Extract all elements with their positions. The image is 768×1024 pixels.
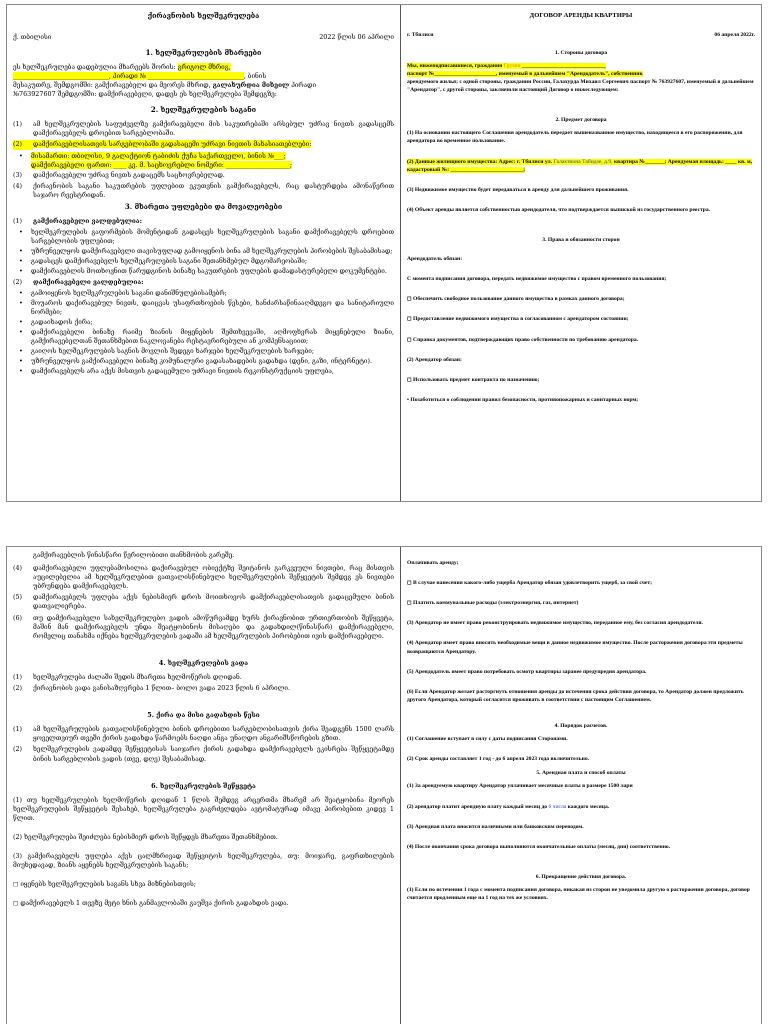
bullet-item	[19, 318, 394, 327]
clause-text: ხელშეკრულების ვადამდე შეწყვეტისას საიჯარო ქირის გადახდა დამქირავებელს ეკისრება შეწყვეტამდე ბინის სარგებლობის ვადის (თვე, დღე) შესაბამისად.	[33, 745, 394, 763]
bullet-icon: •	[19, 357, 23, 366]
obligation-ru: С момента подписания договора, передать недвижимое имущество с правом временного пользования;	[407, 276, 667, 283]
clause-number: (4)	[13, 181, 23, 190]
clause-2-4-ru: (4) Объект аренды является собственностью арендодателя, что подтверждается выпиской из государственного реестра.	[407, 206, 711, 213]
parties-line4: №763927607 შემდგომში: დამქირავებელი, დადეს ეს ხელშეკრულება შემდეგზე:	[13, 90, 277, 99]
landlord-passport-highlight: паспорт №______________________, именуемый в дальнейшем "Арендодатель", собственник	[407, 70, 643, 77]
country-text: Грузии	[502, 62, 522, 69]
section-3-heading-ru: 3. Права и обязанности сторон	[542, 236, 620, 243]
clause-number: (1)	[13, 216, 23, 225]
bullet-text: გაიღოს ხელშეკრულების საგნის მოვლის შედეგი ხარჯები ხელშეკრულების ხარჯები;	[31, 347, 315, 356]
numbered-clause	[13, 593, 394, 611]
term-clauses-ka	[13, 673, 394, 693]
obligation-ru: ◻ Использовать предмет контракта по назначению;	[407, 376, 540, 383]
payment-clauses-ka	[13, 725, 394, 763]
bullet-text: დამქირავებელი ბინაზე რაიმე ზიანის მიყენების შემთხვევაში, აღმოფხვრას მიყენებული ზიანი, გამქირავებელთან შეთანხმებით ნაკლოვანება რესტავრირებული ან კომპენსაციით;	[31, 328, 394, 346]
numbered-clause	[13, 745, 394, 763]
clause-ru: (5) Арендодатель имеет право потребовать осмотр квартиры заранее предупредив арендатора.	[407, 668, 647, 675]
clause-2-3-ru: (3) Недвижимое имущество будет передаваться в аренду для дальнейшего проживания.	[407, 186, 629, 193]
clause-text: ამ ხელშეკრულების საფუძველზე გამქირავებელი მის საკუთრებაში არსებულ უძრავ ნივთს გადასცემს დამქირავებელს დროებით სარგებლობაში.	[33, 120, 394, 138]
section-3-heading-ka: 3. მხარეთა უფლებები და მოვალეობები	[124, 202, 283, 212]
payment-day: 6 числа	[548, 803, 567, 810]
date-ru: 06 апреля 2022г.	[714, 31, 755, 38]
georgian-column	[7, 547, 401, 1024]
landlord-id-highlight: ______________________________, პირადი № ______________________________	[13, 72, 244, 81]
city-ka: ქ. თბილისი	[13, 32, 52, 41]
russian-column	[401, 5, 761, 501]
bullet-text: დამქირავებლის მოთხოვნით წარუდგინოს ბინაზე საკუთრების უფლების დამადასტურებელი დოკუმენტები.	[31, 267, 387, 276]
document-page-1	[6, 4, 762, 502]
place-date-row-ru	[407, 31, 755, 39]
bullet-icon: •	[19, 228, 23, 237]
termination-reason-ka: ◻ დამქირავებელს 1 თვეზე მეტი ხნის განმავლობაში გაუშვა ქირის გადახდის ვადა.	[13, 899, 289, 908]
clause-text-highlight: დამქირავებლისათვის სარგებლობაში გადასაცემი უძრავი ნივთის მახასიათებლები:	[33, 140, 312, 149]
numbered-clause	[13, 564, 394, 591]
clause-text: ქირავნობის ვადა განისაზღვრება 1 წლით– ბოლო ვადა 2023 წლის 6 აპრილი.	[33, 684, 291, 693]
section-4-heading-ru: 4. Порядок расчетов.	[554, 722, 608, 729]
clause-3-1-head	[13, 217, 394, 226]
city-ru: г. Тбилиси	[407, 31, 434, 38]
bullet-item	[19, 289, 394, 298]
payment-clause-ru: (3) Арендная плата вносится наличными или банковским переводом.	[407, 823, 584, 830]
tenant-obligations-heading: დამქირავებელი ვალდებულია:	[33, 277, 144, 286]
parties-line2-post: , ბინის	[243, 72, 267, 81]
clause-2-4	[13, 182, 394, 200]
street-text: Галактиона Табидзе, д.9,	[552, 158, 613, 165]
clause-number: (2)	[13, 277, 23, 286]
bullet-text: უზრუნველყოს გამქირავებელი ბინაზე კომუნალური გადასახადების გადახდა (დენი, გაზი, ინტერნეტი).	[31, 357, 372, 366]
apartment-blank-highlight: квартира №_______; Арендуемая площадь: ____ кв. м, кадастровый №: __________________________;	[407, 158, 753, 173]
bullet-text: გადასცეს დამქირავებელს ხელშეკრულების საგანი შეთანხმებულ მდგომარეობაში;	[31, 257, 308, 266]
bullet-icon: •	[19, 328, 23, 336]
bullet-text: მოუაროს დაქირავებულ ნივთს, დაიცვას უსაფრთხოების წესები, ხანძარსაწინააღმდეგო და სანიტარიული ნორმები;	[31, 298, 394, 316]
numbered-clause	[13, 684, 394, 693]
parties-line3: მესაკუთრე, შემდგომში: გამქირავებელი და მეორეს მხრიდ,	[13, 81, 213, 90]
clause-number: (1)	[13, 725, 23, 734]
bullet-icon: •	[19, 367, 23, 376]
payment-clause-ru: (4) После окончания срока договора выполняются окончательные оплаты (месяц, дни) соответственно.	[407, 843, 671, 850]
section-6-heading-ru: 6. Прекращение действия договора.	[535, 873, 627, 880]
payment-clause-ru	[407, 803, 755, 811]
bullet-icon: •	[19, 267, 23, 276]
rights-list-ka	[13, 564, 394, 641]
clause-text: დამქირავებელს უფლება აქვს ნებისმიერ დროს მოითხოვოს დამქირავებლისათვის გადაცემული ბინის დათვალიერება.	[33, 593, 394, 611]
termination-clause-2-ka: (2) ხელშეკრულება შეიძლება ნებისმიერ დროს შეწყდეს მხარეთა შეთანხმებით.	[13, 832, 278, 841]
clause-number: (4)	[13, 564, 23, 573]
bullet-icon: •	[19, 347, 23, 356]
bullet-item	[19, 257, 394, 266]
clause-ru: ◻ В случае нанесения какого-либо ущерба Арендатор обязан удовлетворить ущерб, за свой счет;	[407, 580, 653, 587]
clause-2-1-ru: (1) На основании настоящего Соглашения арендодатель передает вышеназванное имущество, находящееся в его распоряжении, для арендатора во временное пользование.	[407, 130, 743, 145]
obligation-ru: • Позаботиться о соблюдении правил безопасности, противопожарных и санитарных норм;	[407, 396, 639, 403]
payment-clause-ru: (1) За арендуемую квартиру Арендатор уплачивает месячные платы в размере 1500 лари	[407, 783, 633, 790]
termination-clause-ru: (1) Если по истечении 1 года с момента подписания договора, никакая из сторон не уведомила другую о расторжении договора, договор считается продленным еще на 1 год на тех же условиях.	[407, 886, 750, 902]
clause-2-1	[13, 120, 394, 138]
document-page-2	[6, 546, 762, 1024]
termination-clause-3-ka: (3) გამქირავებელს უფლება აქვს ცალმხრივად შეწყვიტოს ხელშეკრულება, თუ: მოიჯარე, გაფრთხილების მიუხედავად, ზიანს აყენებს ხელშეკრულების საგანს;	[13, 852, 394, 870]
place-date-row-ka	[13, 33, 394, 42]
clause-ru: (4) Арендатор имеет право вносить необходимые вещи в данное недвижимое имущество. После расторжения договора эти предметы возвращаются Арендатору.	[407, 640, 743, 655]
parties-paragraph-ru	[407, 62, 755, 94]
section-6-heading-ka: 6. ხელშეკრულების შეწყვეტა	[151, 781, 256, 790]
bullet-text: ხელშეკრულების გაფორმების მომენტიდან გადასცეს ხელშეკრულების საგანი დამქირავებელს დროებით სარგებლობის უფლებით;	[31, 228, 394, 246]
tenant-obligations-heading-ru: (2) Арендатор обязан:	[407, 356, 462, 363]
numbered-clause	[13, 614, 394, 641]
bullet-icon: •	[19, 288, 23, 297]
bullet-item	[19, 228, 394, 246]
parties-line1: ეს ხელშეკრულება დადებულია მხარეებს შორის:	[13, 62, 178, 71]
clause-2-3	[13, 171, 394, 180]
obligation-ru: ◻ Справка документов, подтверждающих право собственности по требованию арендатора.	[407, 336, 639, 343]
bullet-item	[19, 357, 394, 366]
landlord-obligations-heading-ru: Арендодатель обязан:	[407, 256, 463, 263]
clause-text: ქირავნობის საგანი საკუთრების უფლებით ეკუთვნის გამქირავებელს, რაც დასტურდება ამონაწერით საჯარო რეესტრიდან.	[33, 181, 394, 199]
tenant-name: გალახურდია მიხეილ	[212, 81, 290, 90]
landlord-obligations-heading: გამქირავებელი ვალდებულია:	[33, 216, 142, 225]
date-ka: 2022 წლის 06 აპრილი	[319, 32, 394, 41]
clause-number: (1)	[13, 120, 23, 129]
numbered-clause	[13, 725, 394, 743]
property-address-bullet	[19, 152, 394, 170]
contract-title-ka: ქირავნობის ხელშეკრულება	[147, 11, 260, 20]
termination-clause-1-ka: (1) თუ ხელშეკრულების ხელმოწერის დღიდან 1 წლის შემდეგ არცერთმა მხარემ არ შეატყობინა მეორეს ხელშეკრულების შეწყვეტის შესახებ, ხელშეკრულება გაგრძელდება ავტომატურად იმავე პირობებით კიდევ 1 წლით.	[13, 795, 394, 822]
bullet-text: უზრუნველყოს დამქირავებელი თავისუფლად გამოიყენოს ბინა ამ ხელშეკრულების პირობების შესაბამისად;	[31, 247, 393, 256]
bullet-item	[19, 299, 394, 317]
clause-ru: (6) Если Арендатор желает расторгнуть отношения аренды до истечения срока действия договора, то Арендатор должен предложить другого Арендатора, который согласится проживать в соответствии с настоящим Соглашением.	[407, 688, 744, 703]
clause-ru: Оплачивать аренду;	[407, 560, 459, 566]
bullet-item	[19, 328, 394, 346]
clause-text: ხელშეკრულება ძალაში შედის მხარეთა ხელმოწერის დღიდან.	[33, 672, 242, 681]
bullet-item	[19, 367, 394, 376]
clause-text: დამქირავებელი უძრავ ნივთს გადაცემს საცხოვრებელად.	[33, 170, 225, 179]
section-2-heading-ka: 2. ხელშეკრულების საგანი	[150, 105, 257, 115]
bullet-text: გამოიყენოს ხელშეკრულების საგანი დანიშნულებისამებრ;	[31, 288, 227, 297]
georgian-column	[7, 5, 401, 501]
parties-line3-post: პირადი	[289, 81, 317, 90]
landlord-obligations-list	[13, 228, 394, 276]
term-clause-ru: (2) Срок аренды составляет 1 год - до 6 апреля 2023 года включительно.	[407, 756, 590, 763]
area-highlight: დამქირავებელი ფართი: ____ კვ. მ. საცხოვრებლი ნომერი: ____________________;	[31, 160, 293, 169]
clause-number: (2)	[13, 140, 33, 149]
section-1-heading-ka: 1. ხელშეკრულების მხარეები	[145, 48, 262, 58]
bullet-icon: •	[19, 151, 23, 160]
tenant-intro: арендуемого жилья; с одной стороны, гражданин России, Галахурда Михаил Сергеевич паспорт № 763927607, именуемый в дальнейшем "Арендатор", с другой стороны, заключили настоящий Договор о нижеследующем:	[407, 78, 754, 94]
bullet-text: გადაიხადოს ქირა;	[31, 317, 93, 326]
payment-text: каждого месяца.	[566, 803, 610, 810]
section-2-heading-ru: 2. Предмет договора	[555, 117, 607, 124]
bullet-icon: •	[19, 247, 23, 256]
obligation-ru: ◻ Предоставление недвижимого имущества в согласованном с арендатором состоянии;	[407, 316, 629, 323]
section-5-heading-ru: 5. Арендная плата и способ оплаты	[536, 770, 626, 777]
bullet-icon: •	[19, 257, 23, 266]
clause-ru: ◻ Платить коммунальные расходы (электроэнергия, газ, интернет)	[407, 600, 579, 607]
landlord-name-highlight: გრიგოლ მხრიგ,	[177, 62, 231, 71]
address-highlight: მისამართი: თბილისი, 9 გალაქტიონ ტაბიძის ქუჩა საქართველო, ბინის №___;	[31, 151, 286, 160]
termination-reason-ka: ◻ იყენებს ხელშეკრულების საგანს სხვა მიზნებისთვის;	[13, 880, 196, 889]
clause-3-2-head	[13, 278, 394, 287]
bullet-text: დამქირავებელს არა აქვს მისთვის გადაცემული უძრავი ნივთის რეკონსტრუქციის უფლება,	[31, 367, 334, 376]
clause-number: (6)	[13, 613, 23, 622]
clause-text: თუ დამქირავებელი სახელშეკრულებო ვადის ამოწურვამდე ხურს ქირავნობით ურთიერთობის შეწყვეტა, მაშინ მან დამქირავებელს უნდა შეატყობინოს მისაღები და გადახდილ(წინასწარ) დამქირავებელი, რომელიც თანახმა იქნება ხელშეკრულების ვადაში ამ ხელშეკრულების პირობებით ივის დამქირავებელი.	[33, 613, 394, 640]
clause-2-2	[13, 140, 394, 149]
property-data-highlight: (2) Данные жилищного имущества: Адрес: г. Тбилиси ул.	[407, 158, 553, 165]
landlord-name-blank: ______________________________	[521, 62, 606, 69]
clause-number: (2)	[13, 684, 23, 693]
clause-2-2-ru	[407, 158, 755, 174]
bullet-icon: •	[19, 298, 23, 307]
section-5-heading-ka: 5. ქირა და მისი გადახდის წესი	[147, 711, 260, 720]
bullet-item	[19, 267, 394, 276]
clause-number: (5)	[13, 593, 23, 602]
tenant-obligations-list	[13, 289, 394, 377]
parties-paragraph-ka	[13, 63, 394, 99]
clause-text: ამ ხელშეკრულების გათვალისწინებული ბინის დროებითი სარგებლობისათვის ქირა შეადგენს 1500 ლარს ყოველთვიურ თვეში ქირის გადახდა წარმოებს ნაღდი ანგა უნაღდო ანგარიშსწორების გზით.	[33, 725, 394, 743]
contract-title-ru: ДОГОВОР АРЕНДЫ КВАРТИРЫ	[529, 12, 633, 19]
russian-column	[401, 547, 761, 1024]
payment-text: (2) арендатор платит арендную плату каждый месяц до	[407, 803, 549, 810]
obligation-ru: ◻ Обеспечить свободное пользование данного имущества в рамках данного договора;	[407, 296, 625, 303]
section-1-heading-ru: 1. Стороны договора	[554, 49, 608, 56]
clause-number: (2)	[13, 745, 23, 754]
clause-number: (3)	[13, 170, 23, 179]
continued-text-ka: გამქირავებლის წინასწარი წერილობითი თანხმობის გარეშე.	[33, 551, 235, 559]
numbered-clause	[13, 673, 394, 682]
landlord-intro-highlight: Мы, нижеподписавшиеся, гражданин	[407, 62, 503, 69]
term-clause-ru: (1) Соглашение вступает в силу с даты подписания Сторонами.	[407, 736, 568, 743]
clause-ru: (3) Арендатор не имеет право реконструировать недвижимое имущество, переданное ему, без согласия арендодателя.	[407, 620, 703, 627]
section-4-heading-ka: 4. ხელშეკრულების ვადა	[158, 658, 249, 667]
clause-number: (1)	[13, 672, 23, 681]
bullet-icon: •	[19, 317, 23, 326]
clause-text: დამქირავებელი უფლებამოსილია დაქირავებულ ობიექტზე შეიტანოს გარკვეული ნივთები, რაც მისთვის აუცილებელია ამ ხელშეკრულებით გათვალისწინებული ხელშეკრულების შეწყვეტის შემდეგ ეს ნივთები უბრუნდება დამქირავებელს.	[33, 564, 394, 591]
bullet-item	[19, 347, 394, 356]
bullet-item	[19, 247, 394, 256]
